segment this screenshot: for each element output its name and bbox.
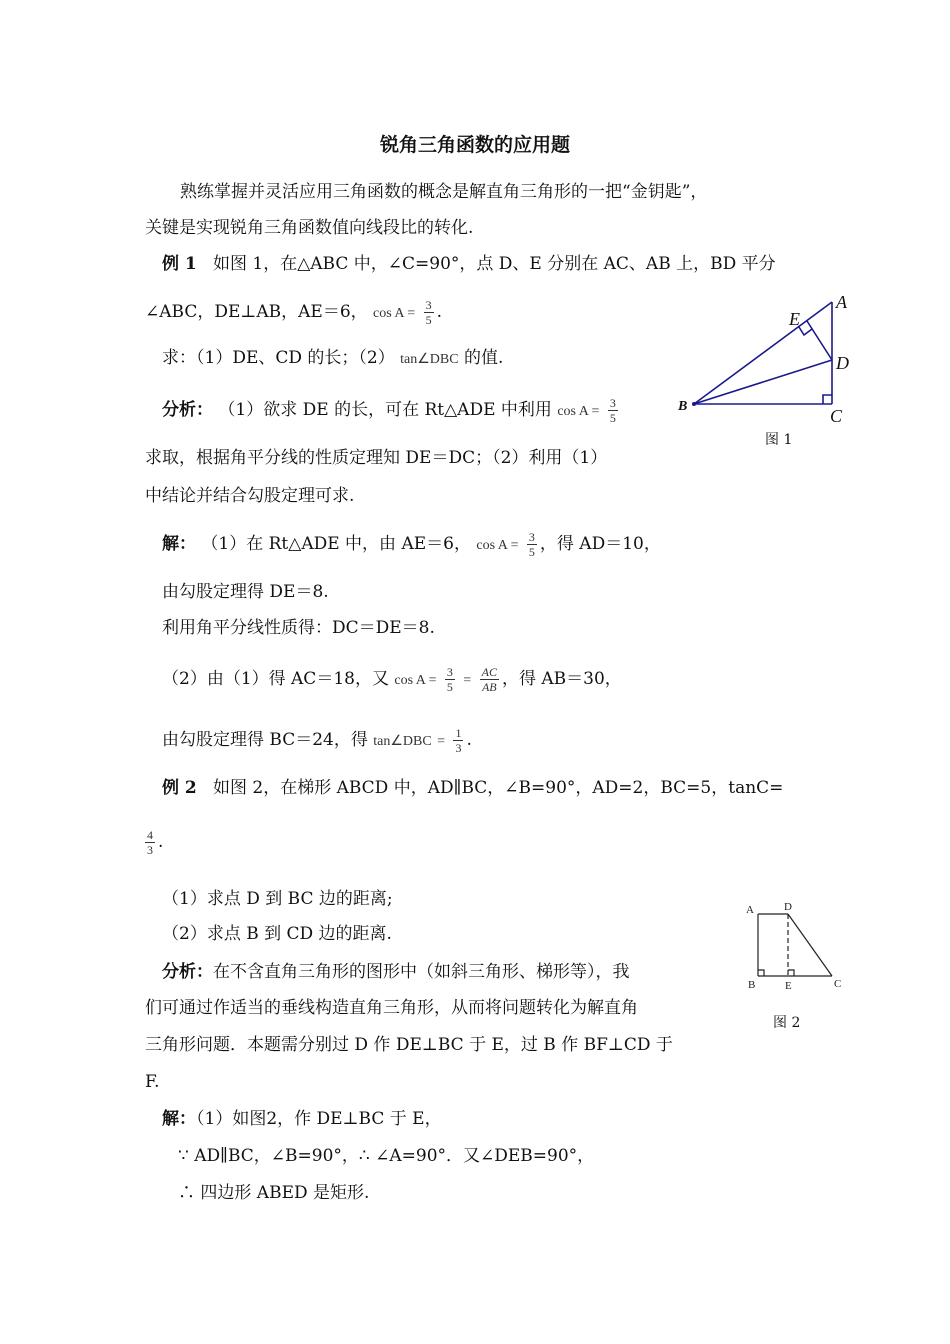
- tan-expression: tan∠DBC: [400, 352, 459, 367]
- label-e: E: [789, 309, 800, 329]
- solution1-text: （1）在 Rt△ADE 中，由 AE＝6，: [201, 534, 471, 554]
- label-d: D: [784, 901, 792, 913]
- right-angle-mark-b: [758, 970, 764, 976]
- fraction-denominator: 3: [147, 843, 153, 857]
- tan-expression: tan∠DBC: [373, 734, 432, 749]
- solution2-text: （1）如图2，作 DE⊥BC 于 E，: [196, 1109, 442, 1129]
- solution1-line-4: [162, 665, 622, 694]
- fraction-denominator: 3: [455, 741, 462, 755]
- solution1-line-3: 利用角平分线性质得：DC＝DE＝8.: [162, 618, 435, 638]
- fraction-numerator: 3: [609, 396, 616, 410]
- analysis1-text: （1）欲求 DE 的长，可在 Rt△ADE 中利用: [218, 400, 552, 420]
- analysis1-line-3: 中结论并结合勾股定理可求.: [145, 486, 355, 506]
- analysis2-line-1: [162, 960, 630, 984]
- figure-1-caption: 图 1: [765, 432, 793, 448]
- example1-period: .: [436, 302, 442, 322]
- example2-line-2: [145, 828, 163, 857]
- fraction-denominator: 5: [609, 411, 616, 425]
- solution1-line-5: [162, 726, 472, 755]
- fraction-numerator: 3: [425, 298, 432, 312]
- solution2-label: 解：: [162, 1109, 196, 1129]
- cos-expression: cos A =: [557, 404, 600, 419]
- label-c: C: [834, 978, 842, 990]
- example1-given: ∠ABC，DE⊥AB，AE＝6，: [145, 302, 368, 322]
- point-b: [692, 402, 696, 406]
- fraction-numerator: 4: [147, 828, 153, 842]
- equals-sign: =: [437, 734, 446, 749]
- label-a: A: [836, 292, 847, 312]
- analysis2-line-3: 三角形问题．本题需分别过 D 作 DE⊥BC 于 E，过 B 作 BF⊥CD 于: [145, 1035, 673, 1055]
- solution1-period: .: [466, 730, 472, 750]
- analysis1-line-2: 求取，根据角平分线的性质定理知 DE＝DC；（2）利用（1）: [145, 448, 608, 468]
- solution2-line-3: ∴ 四边形 ABED 是矩形.: [178, 1183, 370, 1203]
- analysis2-line-2: 们可通过作适当的垂线构造直角三角形，从而将问题转化为解直角: [145, 998, 638, 1018]
- segment-de: [807, 321, 832, 360]
- fraction-numerator: 3: [446, 665, 453, 679]
- fraction: [145, 828, 155, 857]
- example1-line-1: [162, 252, 776, 276]
- fraction-denominator: 5: [446, 680, 453, 694]
- example1-line-2: [145, 298, 442, 327]
- fraction-numerator: 3: [528, 530, 535, 544]
- solution1-result: ，得 AD＝10，: [539, 534, 661, 554]
- fraction: [424, 298, 434, 327]
- fraction: [527, 530, 537, 559]
- label-a: A: [746, 904, 754, 916]
- right-angle-mark-c: [823, 395, 832, 404]
- solution1-line-1: [162, 530, 661, 559]
- solution1-result: ，得 AB＝30，: [501, 669, 622, 689]
- solution2-line-2: ∵ AD∥BC，∠B=90°，∴ ∠A=90°．又∠DEB=90°，: [178, 1146, 595, 1166]
- intro-line-1: 熟练掌握并灵活应用三角函数的概念是解直角三角形的一把“金钥匙”，: [180, 182, 708, 202]
- fraction-denominator: AB: [481, 680, 497, 694]
- label-b: B: [748, 979, 756, 991]
- fraction: [480, 665, 499, 694]
- label-e: E: [785, 980, 792, 992]
- example2-question-1: （1）求点 D 到 BC 边的距离;: [162, 889, 393, 909]
- fraction-denominator: 5: [425, 313, 432, 327]
- segment-ba: [694, 302, 832, 404]
- solution1-step: （2）由（1）得 AC＝18，又: [162, 669, 389, 689]
- figure-2: [740, 896, 855, 996]
- cos-expression: cos A =: [394, 673, 437, 688]
- analysis1-line-1: [162, 396, 621, 425]
- example1-ask-end: 的值.: [463, 348, 504, 368]
- label-d: D: [836, 353, 849, 373]
- cos-expression: cos A =: [476, 538, 519, 553]
- right-angle-mark-e: [799, 327, 812, 335]
- fraction: [453, 726, 463, 755]
- cos-expression: cos A =: [373, 306, 416, 321]
- figure-2-caption: 图 2: [773, 1015, 801, 1031]
- right-angle-mark-e: [788, 970, 794, 976]
- solution1-label: 解：: [162, 534, 196, 554]
- analysis2-label: 分析：: [162, 962, 213, 982]
- example2-question-2: （2）求点 B 到 CD 边的距离.: [162, 924, 392, 944]
- example2-period: .: [158, 832, 164, 852]
- solution2-line-1: [162, 1107, 442, 1131]
- example2-line-1: [162, 776, 783, 800]
- analysis2-line-4: F.: [145, 1072, 160, 1092]
- label-c: C: [830, 406, 843, 426]
- analysis1-label: 分析：: [162, 400, 213, 420]
- fraction-numerator: AC: [481, 665, 497, 679]
- example1-statement: 如图 1，在△ABC 中，∠C=90°，点 D、E 分别在 AC、AB 上，BD 平分: [212, 254, 776, 274]
- example2-label: 例 2: [162, 778, 197, 798]
- example1-label: 例 1: [162, 254, 197, 274]
- fraction: [608, 396, 618, 425]
- segment-dc: [788, 914, 832, 976]
- fraction: [445, 665, 455, 694]
- solution1-line-2: 由勾股定理得 DE＝8.: [162, 582, 329, 602]
- analysis2-text: 在不含直角三角形的图形中（如斜三角形、梯形等），我: [213, 962, 630, 982]
- fraction-denominator: 5: [528, 545, 535, 559]
- figure-1: [670, 288, 870, 428]
- fraction-numerator: 1: [455, 726, 462, 740]
- solution1-step: 由勾股定理得 BC＝24，得: [162, 730, 368, 750]
- example1-ask: 求：（1）DE、CD 的长；（2）: [162, 348, 395, 368]
- segment-bd: [694, 360, 832, 404]
- example1-question: [162, 346, 503, 372]
- equals-sign: =: [463, 673, 472, 688]
- example2-statement: 如图 2，在梯形 ABCD 中，AD∥BC，∠B=90°，AD=2，BC=5，tanC=: [212, 778, 784, 798]
- intro-line-2: 关键是实现锐角三角函数值向线段比的转化.: [145, 218, 474, 238]
- page-title: 锐角三角函数的应用题: [379, 134, 570, 156]
- label-b: B: [678, 399, 688, 414]
